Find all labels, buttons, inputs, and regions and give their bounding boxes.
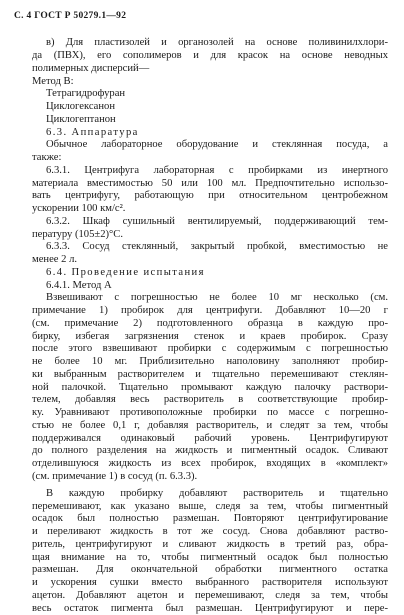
text-line: менее 2 л. — [32, 254, 78, 265]
text-line: ной палочкой. Тщательно промывают каждую палочку раствори- — [32, 382, 388, 393]
text-line: полимерных дисперсий— — [32, 63, 150, 74]
text-line: стью не более 0,1 г, добавляя растворитель, и следят за тем, чтобы — [32, 420, 388, 431]
text-line: и переливают жидкость в тот же сосуд. Снова добавляют раство- — [32, 526, 388, 537]
text-line: размешан. Для окончательной обработки пигментного остатка — [32, 564, 388, 575]
text-line: щая внимание на то, чтобы пигментный осадок был полностью — [32, 552, 388, 563]
text-line: ацетон. Добавляют ацетон и перемешивают, следя за тем, чтобы — [32, 590, 388, 601]
text-line: 6.4.1. Метод А — [46, 280, 112, 291]
text-line: пературу (105±2)°С. — [32, 229, 123, 240]
text-line: 6.3. Аппаратура — [46, 127, 139, 138]
text-line: примечание 1) пробирок для центрифуги. Добавляют 10—20 г — [32, 305, 388, 316]
page-header: С. 4 ГОСТ Р 50279.1—92 — [14, 11, 127, 21]
text-line: перемешивают, как указано выше, следя за тем, чтобы пигментный — [32, 501, 388, 512]
text-line: и ускорения сушки вместо выбранного растворителя используют — [32, 577, 388, 588]
text-line: после этого взвешивают пробирки с содержимым с погрешностью — [32, 343, 388, 354]
text-line: Циклогексанон — [46, 101, 116, 112]
text-line: да (ПВХ), его сополимеров и для красок на основе неводных — [32, 50, 388, 61]
text-line: также: — [32, 152, 62, 163]
text-line: вать центрифугу, работающую при относительном центробежном — [32, 190, 388, 201]
text-line: не более 10 мг. Приблизительно наполовину заполняют пробир- — [32, 356, 388, 367]
text-line: Метод В: — [32, 76, 74, 87]
text-line: до полного разделения на жидкость и пигментный осадок. Сливают — [32, 445, 388, 456]
text-line: В каждую пробирку добавляют растворитель и тщательно — [46, 488, 388, 499]
text-line: в) Для пластизолей и органозолей на основе поливинилхлори- — [46, 37, 388, 48]
text-line: Циклогептанон — [46, 114, 116, 125]
text-line: осадок был полностью размешан. Повторяют центрифугирование — [32, 513, 388, 524]
text-line: Обычное лабораторное оборудование и стеклянная посуда, а — [46, 139, 388, 150]
text-line: материала вместимостью 50 или 100 мл. Предпочтительно использо- — [32, 178, 388, 189]
text-line: отделившуюся жидкость из всех пробирок, входящих в «комплект» — [32, 458, 388, 469]
text-line: ку. Уравнивают противоположные пробирки по массе с погрешно- — [32, 407, 388, 418]
text-line: 6.3.3. Сосуд стеклянный, закрытый пробкой, вместимостью не — [46, 241, 388, 252]
text-line: (см. примечание 2) подготовленного образца в каждую про- — [32, 318, 388, 329]
text-line: Тетрагидрофуран — [46, 88, 126, 99]
text-line: поддерживался одинаковый рабочий уровень. Центрифугируют — [32, 433, 388, 444]
text-line: телем, добавляя весь растворитель в соответствующие пробир- — [32, 394, 388, 405]
text-line: 6.3.1. Центрифуга лабораторная с пробирками из инертного — [46, 165, 388, 176]
text-line: ки выбранным растворителем и тщательно перемешивают стеклян- — [32, 369, 388, 380]
text-line: Взвешивают с погрешностью не более 10 мг несколько (см. — [46, 292, 388, 303]
text-line: весь остаток пигмента был размешан. Центрифугируют и пере- — [32, 603, 388, 614]
text-line: 6.3.2. Шкаф сушильный вентилируемый, поддерживающий тем- — [46, 216, 388, 227]
text-line: (см. примечание 1) в сосуд (п. 6.3.3). — [32, 471, 198, 482]
text-line: бирку, избегая загрязнения стенок и краев пробирок. Сразу — [32, 331, 388, 342]
text-line: 6.4. Проведение испытания — [46, 267, 205, 278]
text-line: ускорении 100 км/с². — [32, 203, 126, 214]
text-line: ритель, центрифугируют и сливают жидкость в третий раз, обра- — [32, 539, 388, 550]
